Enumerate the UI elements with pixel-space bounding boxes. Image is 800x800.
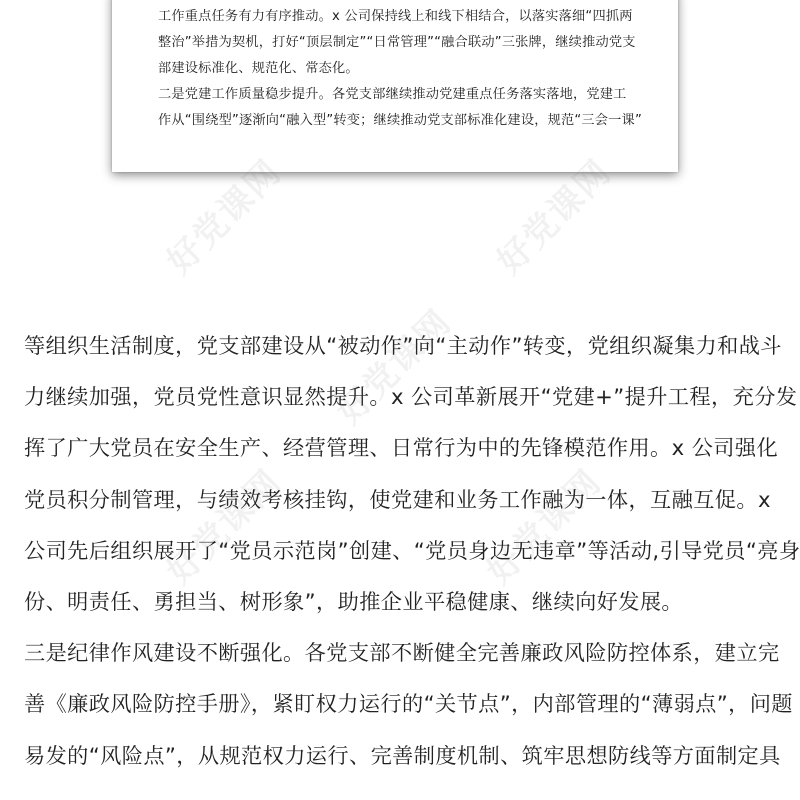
preview-line: 工作重点任务有力有序推动。x 公司保持线上和线下相结合，以落实落细“四抓两 bbox=[158, 9, 633, 24]
body-line: 党员积分制管理，与绩效考核挂钩，使党建和业务工作融为一体，互融互促。x bbox=[24, 486, 771, 512]
preview-line: 整治”举措为契机，打好“顶层制定”“日常管理”“融合联动”三张牌，继续推动党支 bbox=[158, 35, 636, 50]
watermark-text: 好党课网 bbox=[479, 461, 610, 593]
watermark-text: 好党课网 bbox=[159, 151, 290, 283]
preview-line: 部建设标准化、规范化、常态化。 bbox=[158, 61, 359, 76]
preview-line: 作从“围绕型”逐渐向“融入型”转变；继续推动党支部标准化建设，规范“三会一课” bbox=[158, 113, 642, 128]
body-line: 易发的“风险点”，从规范权力运行、完善制度机制、筑牢思想防线等方面制定具 bbox=[24, 742, 781, 768]
body-line: 力继续加强，党员党性意识显然提升。x 公司革新展开“党建+”提升工程，充分发 bbox=[24, 384, 798, 410]
preview-text-block bbox=[158, 4, 648, 134]
watermark-text: 好党课网 bbox=[329, 301, 460, 433]
watermark-text: 好党课网 bbox=[159, 461, 290, 593]
body-line: 等组织生活制度，党支部建设从“被动作”向“主动作”转变，党组织凝集力和战斗 bbox=[24, 333, 782, 358]
preview-line: 二是党建工作质量稳步提升。各党支部继续推动党建重点任务落实落地，党建工 bbox=[158, 87, 627, 102]
body-line: 三是纪律作风建设不断强化。各党支部不断健全完善廉政风险防控体系，建立完 bbox=[24, 640, 780, 666]
watermark-text: 好党课网 bbox=[489, 151, 620, 283]
document-preview-card bbox=[112, 0, 678, 172]
document-body-text bbox=[24, 320, 800, 781]
body-line: 挥了广大党员在安全生产、经营管理、日常行为中的先锋模范作用。x 公司强化 bbox=[24, 435, 779, 461]
body-line: 公司先后组织展开了“党员示范岗”创建、“党员身边无违章”等活动,引导党员“亮身 bbox=[24, 537, 800, 563]
body-line: 善《廉政风险防控手册》，紧盯权力运行的“关节点”，内部管理的“薄弱点”，问题 bbox=[24, 691, 793, 717]
body-line: 份、明责任、勇担当、树形象”，助推企业平稳健康、继续向好发展。 bbox=[24, 588, 684, 614]
